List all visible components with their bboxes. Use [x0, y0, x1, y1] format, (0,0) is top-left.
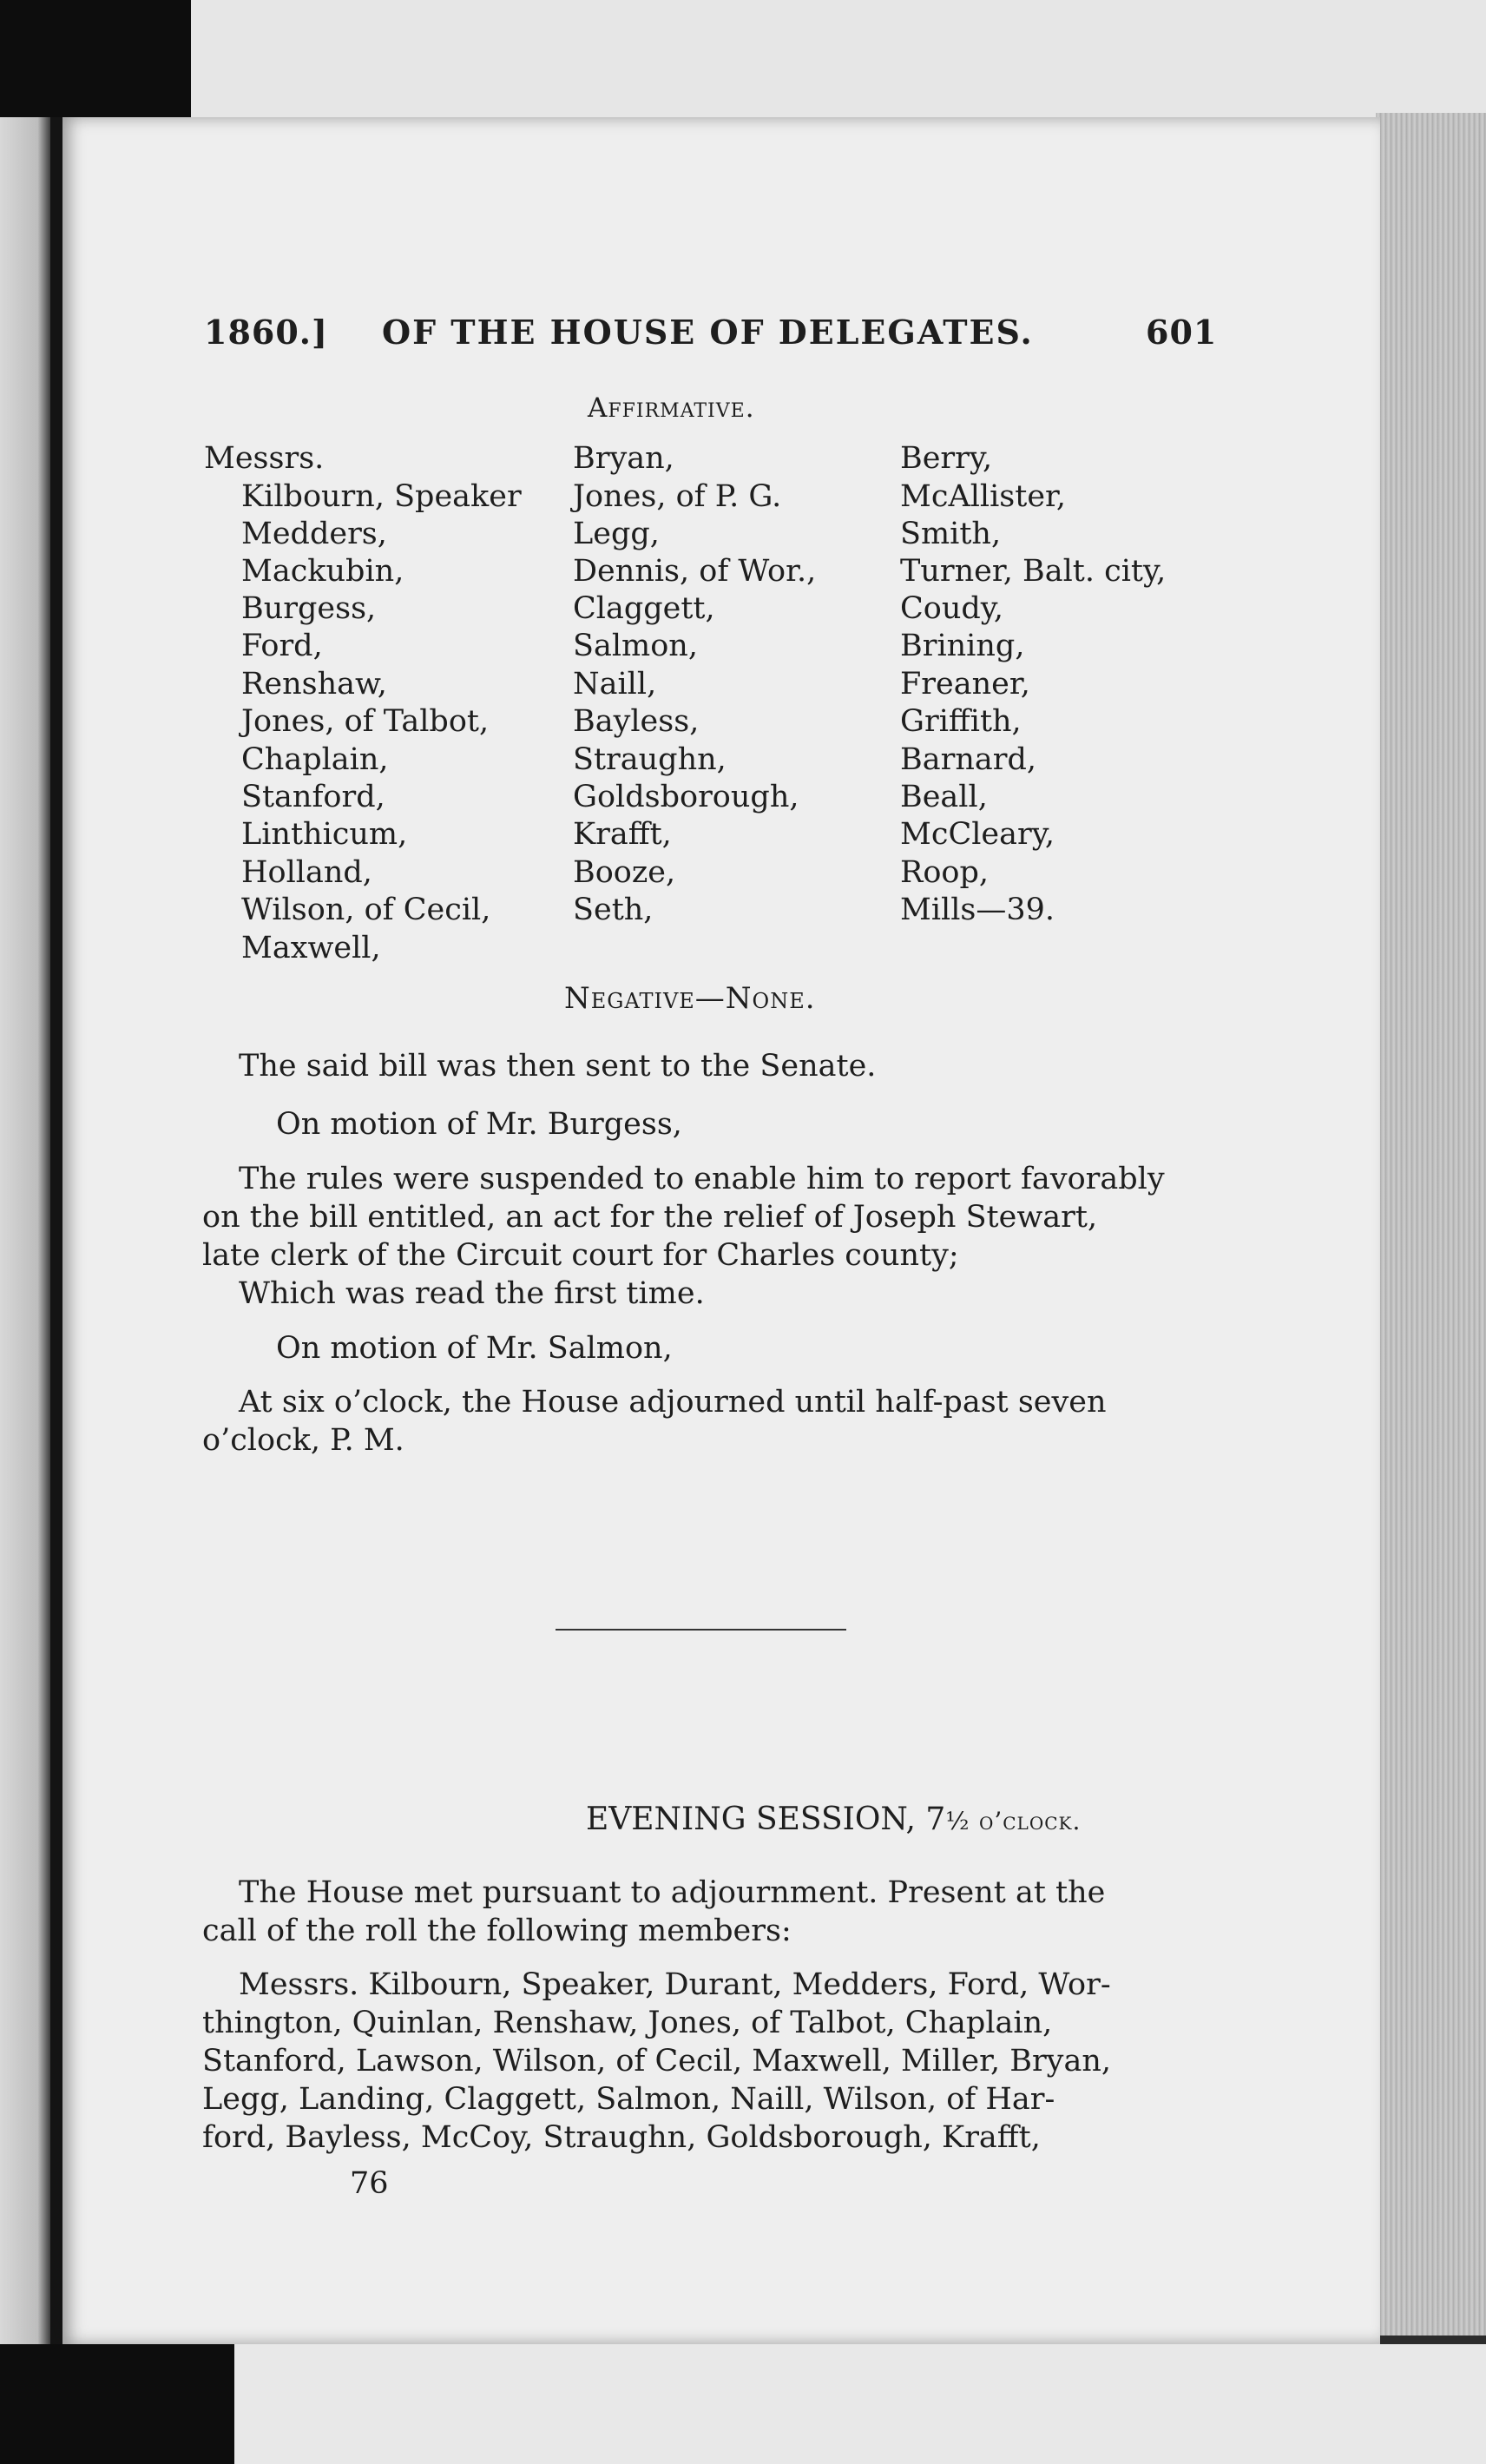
vote-name: Legg, — [573, 517, 660, 551]
scanner-clip-bottom — [0, 2344, 234, 2464]
vote-name: Stanford, — [241, 780, 385, 814]
header-page-number: 601 — [1146, 313, 1218, 352]
book-spine — [50, 117, 62, 2344]
paragraph-rules-line-1: The rules were suspended to enable him to report favorably — [239, 1162, 1165, 1196]
vote-name: Smith, — [900, 517, 1002, 551]
vote-name: Freaner, — [900, 667, 1030, 702]
header-title: OF THE HOUSE OF DELEGATES. — [382, 313, 1034, 352]
vote-name: Mills—39. — [900, 893, 1055, 927]
paragraph-adjourn-line-1: At six o’clock, the House adjourned until half-past seven — [239, 1385, 1107, 1420]
vote-name: Claggett, — [573, 591, 715, 626]
vote-name: Jones, of P. G. — [573, 479, 782, 514]
affirmative-heading: Affirmative. — [588, 392, 755, 424]
vote-name: Medders, — [241, 517, 387, 551]
vote-name: Turner, Balt. city, — [900, 554, 1167, 589]
paragraph-first-time: Which was read the first time. — [239, 1276, 705, 1311]
paragraph-rules-line-3: late clerk of the Circuit court for Charles county; — [202, 1238, 959, 1273]
vote-name: Bayless, — [573, 704, 700, 739]
vote-name: Kilbourn, Speaker — [241, 479, 522, 514]
evening-para-2-line-3: Stanford, Lawson, Wilson, of Cecil, Maxwell, Miller, Bryan, — [202, 2044, 1111, 2079]
paragraph-adjourn-line-2: o’clock, P. M. — [202, 1423, 404, 1458]
vote-name: Barnard, — [900, 742, 1036, 777]
vote-name: McAllister, — [900, 479, 1067, 514]
vote-name: Beall, — [900, 780, 988, 814]
section-divider — [556, 1629, 846, 1631]
evening-session-heading — [586, 1802, 1081, 1837]
evening-para-1-line-1: The House met pursuant to adjournment. Present at the — [239, 1875, 1106, 1910]
vote-name: Berry, — [900, 441, 993, 476]
vote-name: Griffith, — [900, 704, 1022, 739]
paragraph-motion-salmon: On motion of Mr. Salmon, — [276, 1331, 673, 1366]
vote-name: McCleary, — [900, 817, 1055, 852]
vote-name: Naill, — [573, 667, 657, 702]
vote-name: Goldsborough, — [573, 780, 799, 814]
paragraph-rules-line-2: on the bill entitled, an act for the relief of Joseph Stewart, — [202, 1200, 1098, 1235]
scanner-clip-top — [0, 0, 191, 122]
vote-name: Renshaw, — [241, 667, 387, 702]
negative-line: Negative—None. — [564, 981, 816, 1016]
evening-session-fraction: ½ — [945, 1807, 970, 1835]
evening-session-suffix: o’clock. — [978, 1807, 1082, 1835]
vote-name: Wilson, of Cecil, — [241, 893, 491, 927]
evening-para-2-line-1: Messrs. Kilbourn, Speaker, Durant, Medders, Ford, Wor- — [239, 1967, 1111, 2002]
vote-name: Burgess, — [241, 591, 377, 626]
scan-background-top — [0, 0, 1486, 117]
vote-name: Ford, — [241, 629, 323, 663]
scan-background-bottom — [234, 2344, 1486, 2464]
vote-name: Bryan, — [573, 441, 674, 476]
paragraph-senate: The said bill was then sent to the Senate. — [239, 1049, 877, 1084]
messrs-label: Messrs. — [204, 441, 325, 476]
vote-name: Booze, — [573, 855, 676, 890]
vote-name: Dennis, of Wor., — [573, 554, 817, 589]
vote-name: Jones, of Talbot, — [241, 704, 490, 739]
vote-name: Straughn, — [573, 742, 727, 777]
header-year: 1860.] — [204, 313, 328, 352]
left-page-margin — [0, 117, 54, 2344]
signature-mark: 76 — [350, 2166, 389, 2201]
vote-name: Maxwell, — [241, 931, 381, 965]
vote-name: Salmon, — [573, 629, 698, 663]
page-edges — [1376, 113, 1486, 2336]
vote-name: Seth, — [573, 893, 654, 927]
vote-name: Holland, — [241, 855, 372, 890]
vote-name: Brining, — [900, 629, 1025, 663]
vote-name: Mackubin, — [241, 554, 404, 589]
evening-para-2-line-2: thington, Quinlan, Renshaw, Jones, of Talbot, Chaplain, — [202, 2006, 1053, 2040]
vote-name: Coudy, — [900, 591, 1004, 626]
vote-name: Linthicum, — [241, 817, 408, 852]
vote-name: Roop, — [900, 855, 990, 890]
evening-para-2-line-4: Legg, Landing, Claggett, Salmon, Naill, Wilson, of Har- — [202, 2082, 1055, 2117]
evening-para-2-line-5: ford, Bayless, McCoy, Straughn, Goldsborough, Krafft, — [202, 2120, 1041, 2155]
vote-name: Chaplain, — [241, 742, 389, 777]
vote-name: Krafft, — [573, 817, 672, 852]
evening-session-title: EVENING SESSION, 7 — [586, 1802, 946, 1837]
paragraph-motion-burgess: On motion of Mr. Burgess, — [276, 1107, 682, 1142]
evening-para-1-line-2: call of the roll the following members: — [202, 1914, 792, 1948]
